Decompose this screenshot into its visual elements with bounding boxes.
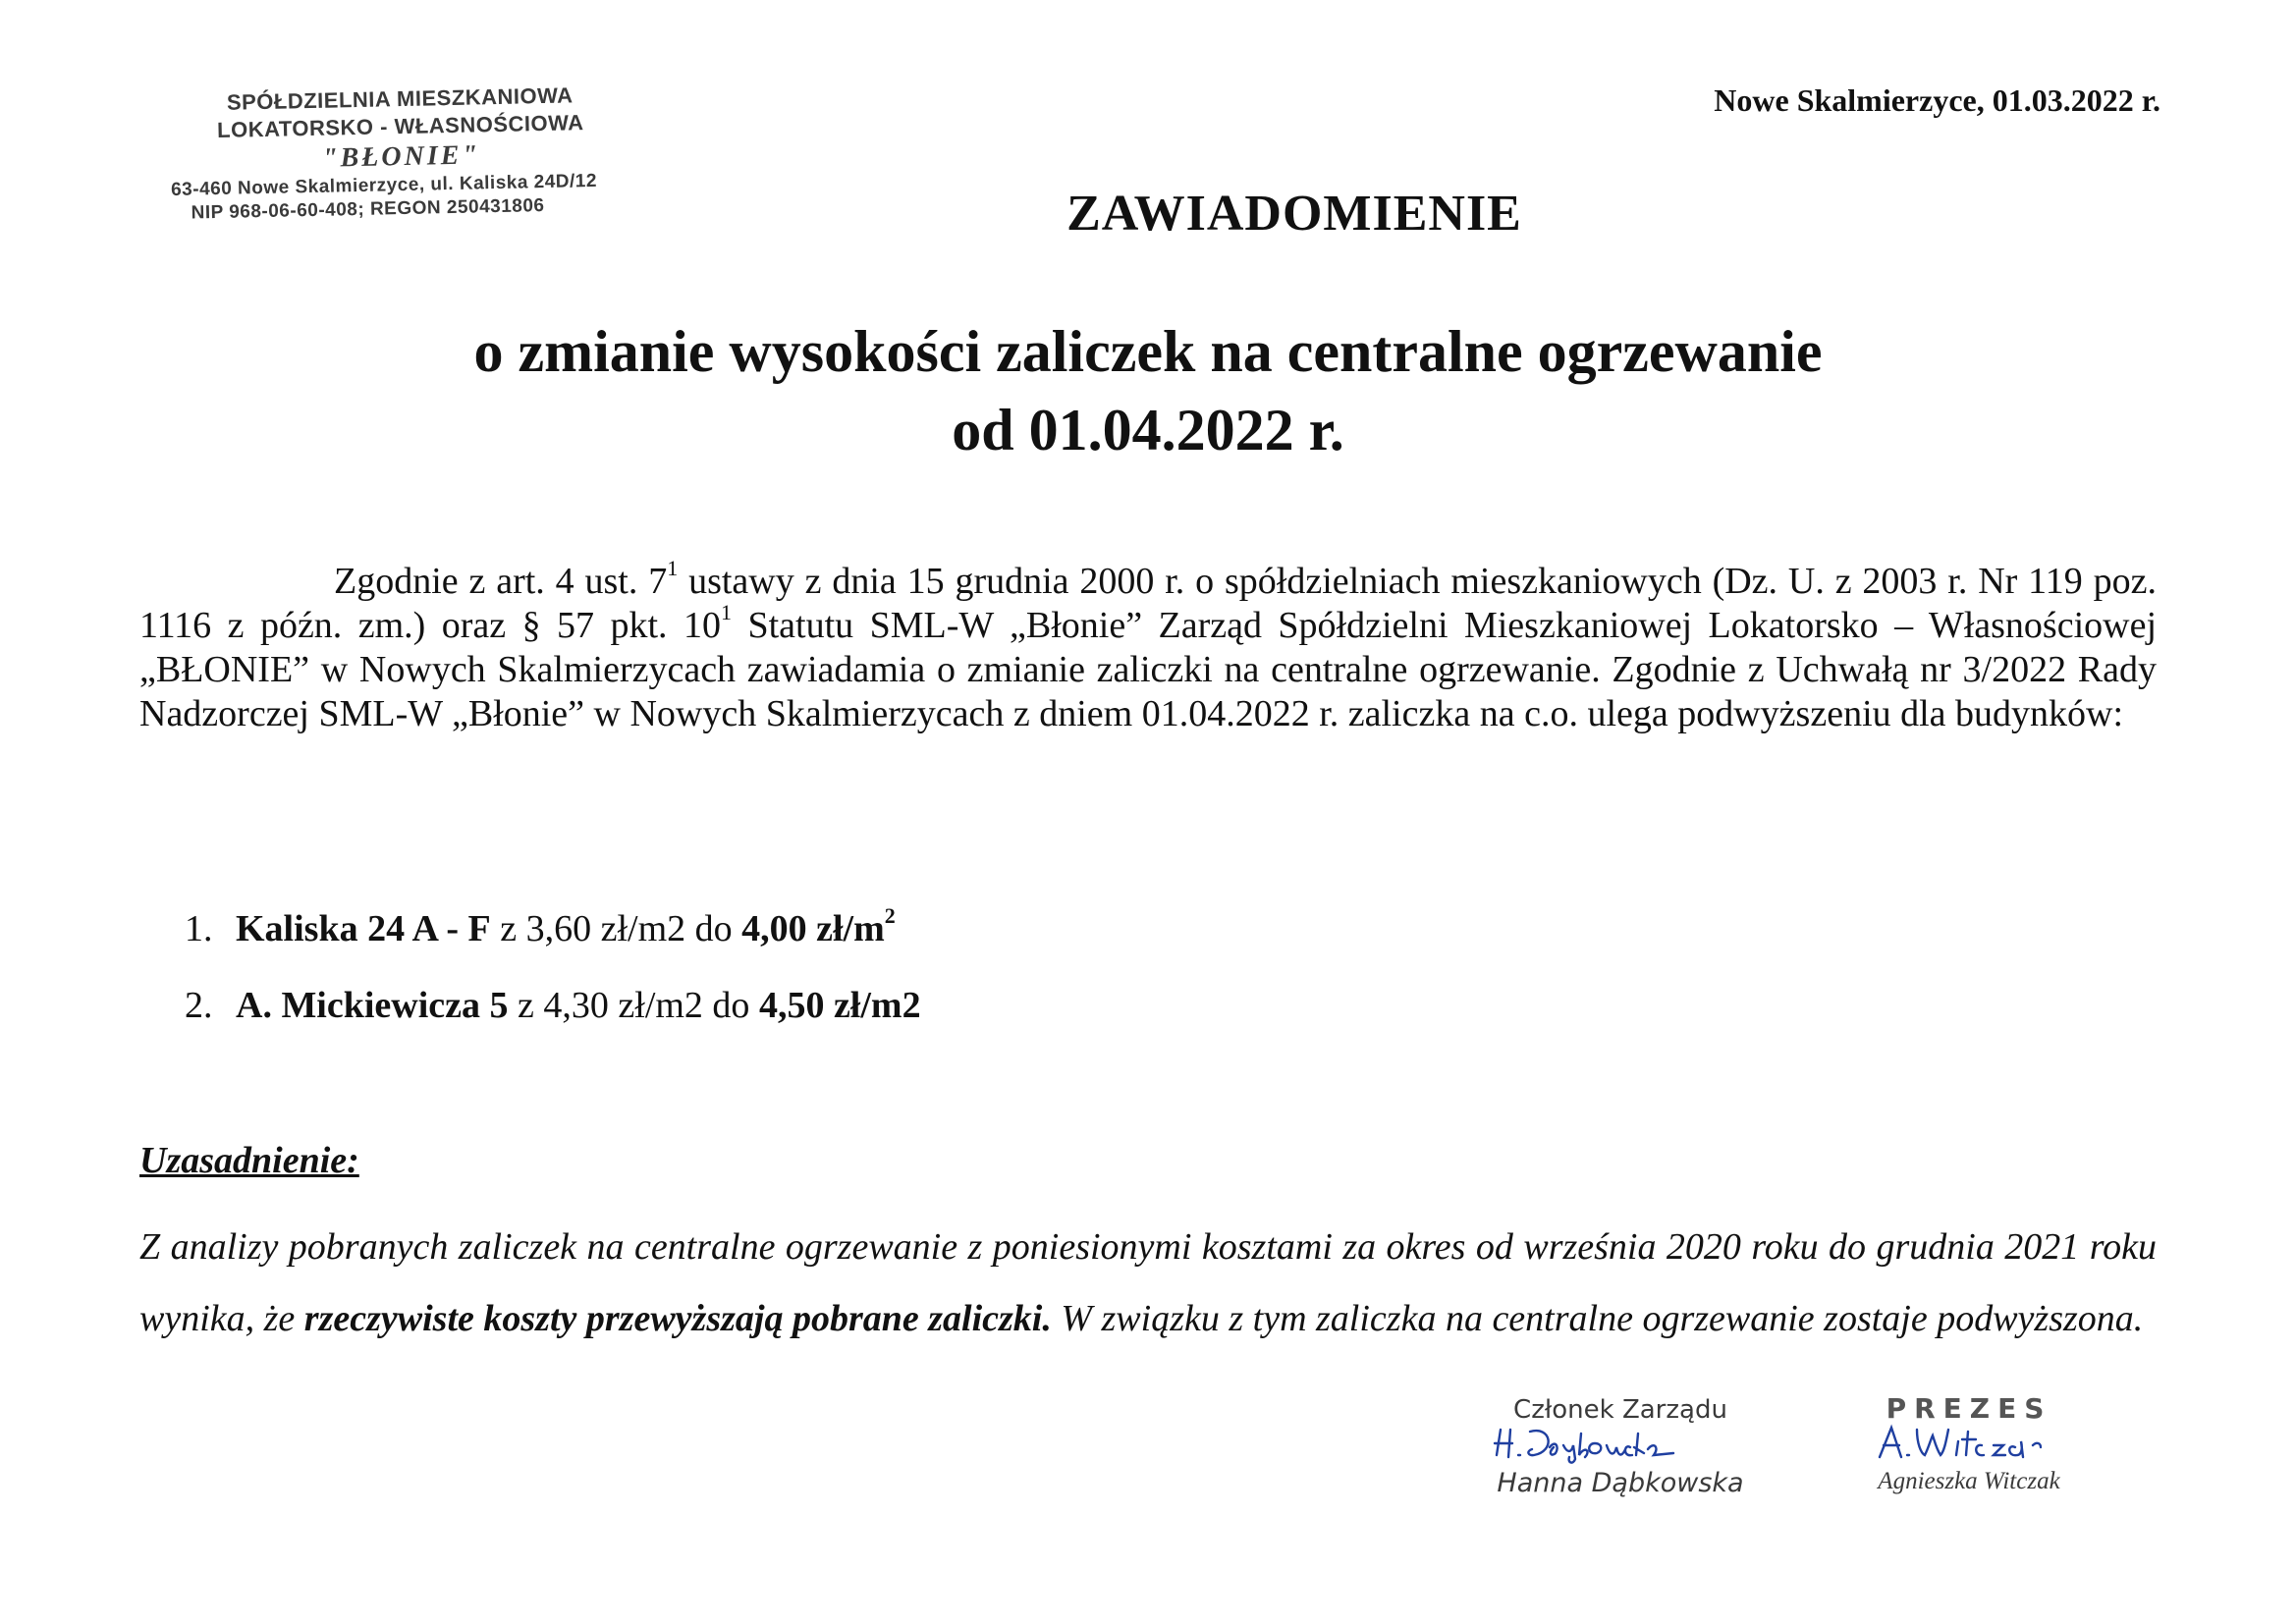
body-text: ustawy z dnia 15 grudnia 2000 r. o spółdzielniach mieszkaniowych (Dz. U. z 2003 r. Nr 119 poz. 1116 z późn. zm.) oraz § 57 pkt. 10 bbox=[139, 561, 2157, 646]
signature-president bbox=[1836, 1392, 2102, 1497]
list-text bbox=[236, 984, 921, 1027]
stamp-line: "BŁONIE" bbox=[321, 139, 481, 174]
justification-heading: Uzasadnienie: bbox=[139, 1140, 359, 1181]
place-and-date: Nowe Skalmierzyce, 01.03.2022 r. bbox=[1714, 82, 2160, 118]
justification-part: Z analizy pobranych zaliczek na centralne ogrzewanie z poniesionymi kosztami za okres od września 2020 roku do grudnia 2021 roku wynika, że bbox=[139, 1226, 2157, 1339]
superscript: 2 bbox=[884, 903, 896, 928]
subtitle-line: od 01.04.2022 r. bbox=[952, 398, 1344, 462]
document-subtitle bbox=[0, 312, 2296, 469]
stamp-line: LOKATORSKO - WŁASNOŚCIOWA bbox=[216, 110, 584, 142]
building-list bbox=[185, 903, 1658, 1060]
handwritten-signature-icon bbox=[1836, 1422, 2102, 1465]
building-name: A. Mickiewicza 5 bbox=[236, 985, 509, 1026]
list-item bbox=[185, 984, 1658, 1027]
subtitle-line: o zmianie wysokości zaliczek na centralne ogrzewanie bbox=[473, 319, 1823, 384]
justification-part: W związku z tym zaliczka na centralne ogrzewanie zostaje podwyższona. bbox=[1051, 1298, 2144, 1339]
signature-board-member bbox=[1473, 1394, 1768, 1500]
handwritten-signature-icon bbox=[1473, 1422, 1768, 1465]
signatory-name: Agnieszka Witczak bbox=[1878, 1468, 2060, 1494]
stamp-line: 63-460 Nowe Skalmierzyce, ul. Kaliska 24D/12 bbox=[170, 170, 598, 200]
superscript: 1 bbox=[721, 600, 733, 624]
body-text: Zgodnie z art. 4 ust. 7 bbox=[334, 561, 668, 602]
stamp-line: SPÓŁDZIELNIA MIESZKANIOWA bbox=[226, 82, 574, 115]
signature-role: PREZES bbox=[1886, 1392, 2052, 1425]
new-rate bbox=[741, 903, 896, 949]
old-rate: z 3,60 zł/m2 do bbox=[490, 908, 742, 949]
signatory-name: Hanna Dąbkowska bbox=[1497, 1468, 1744, 1498]
list-number: 2. bbox=[185, 985, 213, 1026]
building-name: Kaliska 24 A - F bbox=[236, 908, 491, 949]
justification-bold: rzeczywiste koszty przewyższają pobrane zaliczki. bbox=[303, 1298, 1052, 1339]
signature-role: Członek Zarządu bbox=[1513, 1395, 1727, 1425]
list-number: 1. bbox=[185, 908, 213, 949]
justification-text bbox=[139, 1212, 2157, 1355]
document-title: ZAWIADOMIENIE bbox=[1066, 186, 1522, 242]
list-text bbox=[236, 903, 896, 950]
superscript: 1 bbox=[667, 556, 679, 580]
new-rate-value: 4,00 zł/m bbox=[741, 908, 885, 949]
body-paragraph bbox=[139, 556, 2158, 736]
list-item bbox=[185, 903, 1658, 950]
stamp-line: NIP 968-06-60-408; REGON 250431806 bbox=[191, 195, 545, 224]
new-rate: 4,50 zł/m2 bbox=[758, 985, 921, 1026]
body-text: Statutu SML-W „Błonie” Zarząd Spółdzielni Mieszkaniowej Lokatorsko – Własnościowej „BŁONIE” w Nowych Skalmierzycach zawiadamia o zmianie zaliczki na centralne ogrzewanie. Zgodnie z Uchwałą nr 3/2022 Rady Nadzorczej SML-W „Błonie” w Nowych Skalmierzycach z dniem 01.04.2022 r. zaliczka na c.o. ulega podwyższeniu dla budynków: bbox=[139, 605, 2158, 734]
old-rate: z 4,30 zł/m2 do bbox=[508, 985, 759, 1026]
